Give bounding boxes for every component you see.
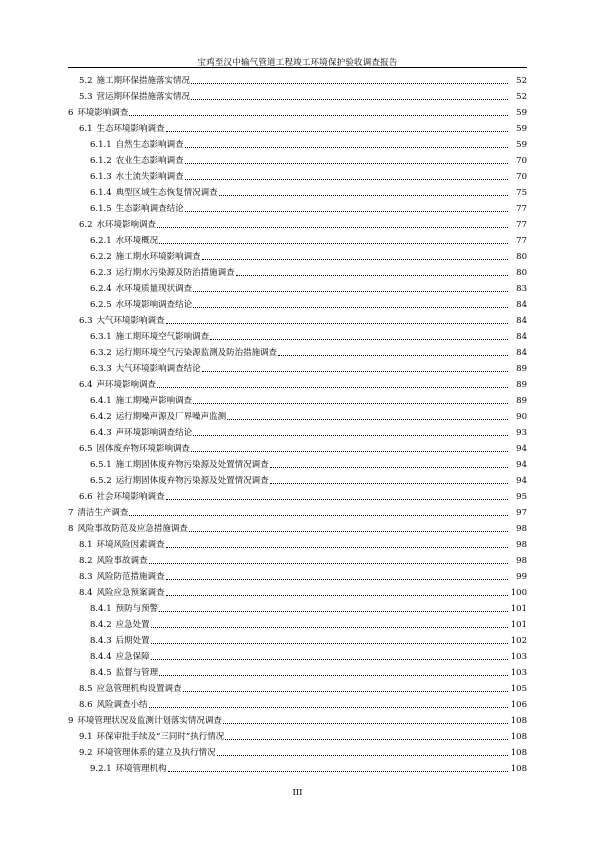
toc-entry-title: 声环境影响调查 (96, 380, 157, 390)
toc-entry-number: 6.4.3 (90, 428, 112, 438)
dot-leader (210, 339, 508, 340)
toc-entry-number: 6.5.1 (90, 460, 112, 470)
dot-leader (191, 451, 508, 452)
dot-leader (191, 99, 508, 100)
toc-entry-title: 环境管理状况及监测计划落实情况调查 (77, 716, 222, 726)
toc-entry-page: 100 (510, 588, 527, 598)
toc-entry[interactable] (68, 742, 527, 758)
toc-entry-title: 典型区域生态恢复情况调查 (115, 188, 218, 198)
dot-leader (166, 323, 508, 324)
toc-entry-number: 9 (68, 716, 74, 726)
toc-entry[interactable] (68, 118, 527, 134)
dot-leader (166, 547, 508, 548)
toc-entry-page: 70 (516, 172, 527, 182)
toc-entry-title: 应急管理机构设置调查 (96, 684, 182, 694)
toc-entry[interactable] (68, 678, 527, 694)
dot-leader (193, 403, 508, 404)
toc-entry-number: 6.4.1 (90, 396, 112, 406)
toc-entry-number: 6.3.3 (90, 364, 112, 374)
toc-entry-title: 风险事故调查 (96, 556, 148, 566)
toc-entry-page: 94 (516, 460, 527, 470)
header-rule (68, 67, 527, 68)
dot-leader (129, 515, 508, 516)
toc-entry-title: 清洁生产调查 (77, 508, 129, 518)
toc-entry-number: 8.4.3 (90, 636, 112, 646)
toc-entry-page: 89 (516, 396, 527, 406)
toc-entry-number: 6.2 (79, 220, 93, 230)
toc-entry-title: 水环境概况 (115, 236, 159, 246)
toc-entry-title: 运行期水污染源及防治措施调查 (115, 268, 235, 278)
toc-entry-page: 108 (510, 732, 527, 742)
toc-entry-title: 应急处置 (115, 620, 150, 630)
toc-entry-page: 84 (516, 332, 527, 342)
dot-leader (166, 579, 508, 580)
toc-entry-page: 84 (516, 348, 527, 358)
toc-entry[interactable] (68, 246, 527, 262)
toc-entry-page: 102 (510, 636, 527, 646)
dot-leader (270, 483, 508, 484)
dot-leader (166, 595, 508, 596)
toc-entry-number: 8.3 (79, 572, 93, 582)
toc-entry-number: 6 (68, 108, 74, 118)
toc-entry-page: 98 (516, 540, 527, 550)
toc-entry-number: 8.4.2 (90, 620, 112, 630)
toc-entry-number: 8.1 (79, 540, 93, 550)
toc-entry-title: 风险应急预案调查 (96, 588, 165, 598)
dot-leader (217, 755, 508, 756)
toc-entry-page: 108 (510, 716, 527, 726)
toc-entry-number: 9.2 (79, 748, 93, 758)
toc-entry-number: 8.2 (79, 556, 93, 566)
toc-entry-title: 环境管理体系的建立及执行情况 (96, 748, 216, 758)
toc-entry-number: 5.2 (79, 76, 93, 86)
toc-entry-page: 103 (510, 652, 527, 662)
toc-entry-title: 预防与预警 (115, 604, 159, 614)
toc-entry-page: 75 (516, 188, 527, 198)
toc-entry-number: 6.2.5 (90, 300, 112, 310)
toc-entry-number: 6.3.1 (90, 332, 112, 342)
toc-entry-page: 59 (516, 140, 527, 150)
toc-entry[interactable] (68, 390, 527, 406)
dot-leader (202, 371, 508, 372)
page-number: III (292, 788, 303, 798)
toc-entry-page: 97 (516, 508, 527, 518)
toc-entry-number: 9.2.1 (90, 764, 112, 774)
dot-leader (193, 291, 508, 292)
toc-entry-number: 6.1.1 (90, 140, 112, 150)
toc-entry-page: 94 (516, 444, 527, 454)
toc-entry[interactable] (68, 486, 527, 502)
toc-entry[interactable] (68, 646, 527, 662)
dot-leader (225, 739, 508, 740)
toc-entry[interactable] (68, 726, 527, 742)
dot-leader (129, 115, 508, 116)
dot-leader (151, 659, 508, 660)
toc-entry-title: 农业生态影响调查 (115, 156, 184, 166)
dot-leader (185, 211, 508, 212)
toc-entry-number: 6.1.3 (90, 172, 112, 182)
toc-entry-number: 8.4.1 (90, 604, 112, 614)
toc-entry-title: 施工期水环境影响调查 (115, 252, 201, 262)
toc-entry[interactable] (68, 438, 527, 454)
dot-leader (149, 707, 508, 708)
toc-entry[interactable] (68, 374, 527, 390)
table-of-contents (68, 70, 527, 774)
toc-entry-title: 固体废弃物环境影响调查 (96, 444, 191, 454)
dot-leader (191, 83, 508, 84)
toc-entry-page: 77 (516, 220, 527, 230)
toc-entry[interactable] (68, 182, 527, 198)
toc-entry-number: 6.4 (79, 380, 93, 390)
dot-leader (159, 611, 508, 612)
toc-entry[interactable] (68, 614, 527, 630)
toc-entry-page: 89 (516, 364, 527, 374)
toc-entry[interactable] (68, 710, 527, 726)
toc-entry-title: 水环境影响调查结论 (115, 300, 193, 310)
toc-entry-number: 6.5 (79, 444, 93, 454)
toc-entry-title: 环境管理机构 (115, 764, 167, 774)
dot-leader (151, 627, 508, 628)
toc-entry[interactable] (68, 582, 527, 598)
dot-leader (149, 563, 508, 564)
toc-entry-page: 90 (516, 412, 527, 422)
toc-entry-page: 52 (516, 76, 527, 86)
toc-entry-title: 生态影响调查结论 (115, 204, 184, 214)
toc-entry[interactable] (68, 598, 527, 614)
toc-entry-page: 77 (516, 204, 527, 214)
toc-entry-title: 后期处置 (115, 636, 150, 646)
toc-entry-title: 运行期固体废弃物污染源及处置情况调查 (115, 476, 269, 486)
toc-entry[interactable] (68, 310, 527, 326)
toc-entry-number: 8 (68, 524, 74, 534)
toc-entry-page: 77 (516, 236, 527, 246)
toc-entry-number: 5.3 (79, 92, 93, 102)
toc-entry-title: 大气环境影响调查 (96, 316, 165, 326)
dot-leader (159, 243, 508, 244)
toc-entry[interactable] (68, 70, 527, 86)
toc-entry-title: 环保审批手续及“三同时”执行情况 (96, 732, 225, 742)
dot-leader (227, 419, 508, 420)
toc-entry[interactable] (68, 326, 527, 342)
dot-leader (166, 131, 508, 132)
toc-entry-title: 自然生态影响调查 (115, 140, 184, 150)
toc-entry[interactable] (68, 518, 527, 534)
toc-entry-page: 59 (516, 108, 527, 118)
toc-entry-page: 84 (516, 300, 527, 310)
toc-entry-number: 6.2.2 (90, 252, 112, 262)
toc-entry[interactable] (68, 150, 527, 166)
dot-leader (185, 163, 508, 164)
toc-entry[interactable] (68, 662, 527, 678)
toc-entry-page: 89 (516, 380, 527, 390)
toc-entry-number: 6.3.2 (90, 348, 112, 358)
toc-entry-title: 环境影响调查 (77, 108, 129, 118)
toc-entry-page: 101 (510, 620, 527, 630)
toc-entry[interactable] (68, 198, 527, 214)
toc-entry-page: 80 (516, 252, 527, 262)
toc-entry-number: 6.1.5 (90, 204, 112, 214)
toc-entry-page: 83 (516, 284, 527, 294)
toc-entry[interactable] (68, 502, 527, 518)
toc-entry-number: 8.6 (79, 700, 93, 710)
toc-entry-title: 营运期环保措施落实情况 (96, 92, 191, 102)
toc-entry-page: 99 (516, 572, 527, 582)
toc-entry-page: 94 (516, 476, 527, 486)
toc-entry-page: 93 (516, 428, 527, 438)
dot-leader (223, 723, 508, 724)
toc-entry-number: 7 (68, 508, 74, 518)
toc-entry-title: 施工期环境空气影响调查 (115, 332, 210, 342)
dot-leader (270, 467, 508, 468)
toc-entry-title: 风险防范措施调查 (96, 572, 165, 582)
toc-entry[interactable] (68, 166, 527, 182)
toc-entry-title: 监督与管理 (115, 668, 159, 678)
dot-leader (157, 227, 508, 228)
dot-leader (157, 387, 508, 388)
toc-entry[interactable] (68, 470, 527, 486)
toc-entry[interactable] (68, 566, 527, 582)
toc-entry-number: 8.4 (79, 588, 93, 598)
toc-entry[interactable] (68, 214, 527, 230)
toc-entry-title: 水环境质量现状调查 (115, 284, 193, 294)
toc-entry-page: 80 (516, 268, 527, 278)
toc-entry[interactable] (68, 550, 527, 566)
toc-entry[interactable] (68, 630, 527, 646)
toc-entry-page: 98 (516, 556, 527, 566)
toc-entry[interactable] (68, 278, 527, 294)
dot-leader (278, 355, 508, 356)
toc-entry-title: 环境风险因素调查 (96, 540, 165, 550)
toc-entry-number: 8.5 (79, 684, 93, 694)
toc-entry-number: 6.4.2 (90, 412, 112, 422)
toc-entry-title: 水土流失影响调查 (115, 172, 184, 182)
toc-entry[interactable] (68, 342, 527, 358)
dot-leader (219, 195, 508, 196)
toc-entry[interactable] (68, 406, 527, 422)
toc-entry-page: 98 (516, 524, 527, 534)
toc-entry-number: 6.5.2 (90, 476, 112, 486)
toc-entry-page: 52 (516, 92, 527, 102)
toc-entry-page: 106 (510, 700, 527, 710)
dot-leader (193, 435, 508, 436)
toc-entry-title: 大气环境影响调查结论 (115, 364, 201, 374)
toc-entry-page: 101 (510, 604, 527, 614)
toc-entry[interactable] (68, 758, 527, 774)
running-header: 宝鸡至汉中输气管道工程竣工环境保护验收调查报告 (197, 58, 398, 68)
dot-leader (202, 259, 508, 260)
toc-entry-number: 6.1 (79, 124, 93, 134)
toc-entry[interactable] (68, 294, 527, 310)
toc-entry-page: 59 (516, 124, 527, 134)
dot-leader (151, 643, 508, 644)
dot-leader (185, 147, 508, 148)
toc-entry-title: 水环境影响调查 (96, 220, 157, 230)
toc-entry-number: 9.1 (79, 732, 93, 742)
toc-entry-title: 施工期噪声影响调查 (115, 396, 193, 406)
toc-entry-title: 运行期噪声源及厂界噪声监测 (115, 412, 227, 422)
toc-entry[interactable] (68, 694, 527, 710)
dot-leader (236, 275, 508, 276)
toc-entry[interactable] (68, 230, 527, 246)
dot-leader (185, 179, 508, 180)
toc-entry-page: 70 (516, 156, 527, 166)
toc-entry-number: 6.2.1 (90, 236, 112, 246)
dot-leader (166, 499, 508, 500)
toc-entry[interactable] (68, 86, 527, 102)
toc-entry[interactable] (68, 454, 527, 470)
toc-entry-page: 108 (510, 764, 527, 774)
dot-leader (183, 691, 508, 692)
toc-entry-title: 施工期固体废弃物污染源及处置情况调查 (115, 460, 269, 470)
dot-leader (189, 531, 508, 532)
toc-entry[interactable] (68, 134, 527, 150)
toc-entry-number: 6.6 (79, 492, 93, 502)
toc-entry-title: 应急保障 (115, 652, 150, 662)
toc-entry[interactable] (68, 262, 527, 278)
toc-entry-number: 8.4.5 (90, 668, 112, 678)
toc-entry-title: 风险事故防范及应急措施调查 (77, 524, 188, 534)
toc-entry-page: 103 (510, 668, 527, 678)
dot-leader (193, 307, 508, 308)
toc-entry-number: 6.2.3 (90, 268, 112, 278)
toc-entry-title: 生态环境影响调查 (96, 124, 165, 134)
toc-entry-number: 6.1.2 (90, 156, 112, 166)
toc-entry-number: 6.2.4 (90, 284, 112, 294)
toc-entry[interactable] (68, 422, 527, 438)
toc-entry-page: 84 (516, 316, 527, 326)
toc-entry-number: 8.4.4 (90, 652, 112, 662)
toc-entry[interactable] (68, 358, 527, 374)
toc-entry-title: 风险调查小结 (96, 700, 148, 710)
dot-leader (159, 675, 508, 676)
dot-leader (168, 771, 508, 772)
toc-entry-title: 社会环境影响调查 (96, 492, 165, 502)
toc-entry-number: 6.3 (79, 316, 93, 326)
toc-entry-title: 施工期环保措施落实情况 (96, 76, 191, 86)
toc-entry-page: 95 (516, 492, 527, 502)
toc-entry[interactable] (68, 102, 527, 118)
toc-entry-title: 运行期环境空气污染源监测及防治措施调查 (115, 348, 278, 358)
toc-entry-title: 声环境影响调查结论 (115, 428, 193, 438)
toc-entry[interactable] (68, 534, 527, 550)
toc-entry-page: 108 (510, 748, 527, 758)
toc-entry-number: 6.1.4 (90, 188, 112, 198)
toc-entry-page: 105 (510, 684, 527, 694)
